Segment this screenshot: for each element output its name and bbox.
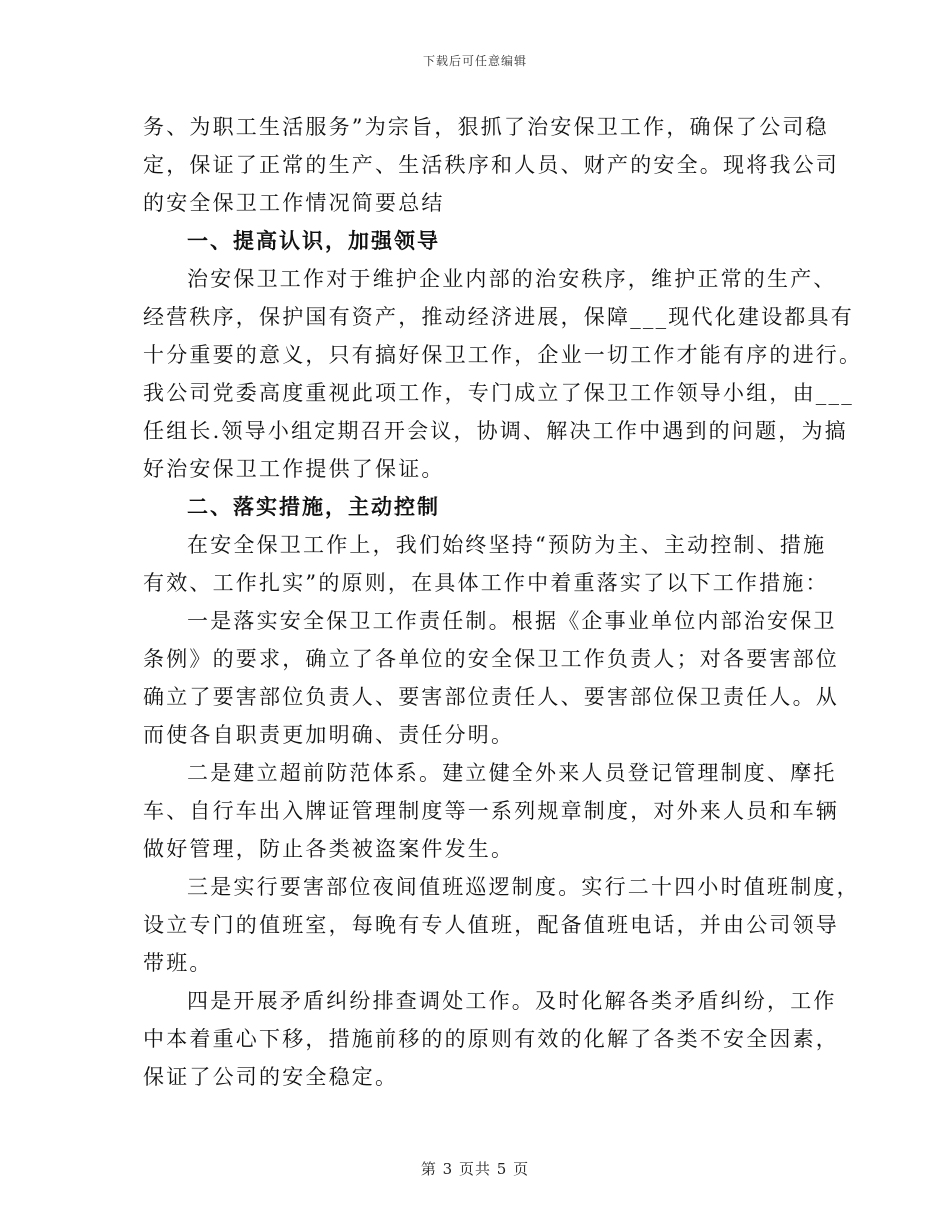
body-line: 车、自行车出入牌证管理制度等一系列规章制度，对外来人员和车辆: [143, 799, 839, 823]
page-header: 下载后可任意编辑: [422, 54, 527, 68]
body-line: 的安全保卫工作情况简要总结: [143, 191, 445, 215]
body-line: 好治安保卫工作提供了保证。: [143, 457, 445, 481]
paragraph-start-line: 治安保卫工作对于维护企业内部的治安秩序，维护正常的生产、: [187, 267, 837, 291]
body-line: 中本着重心下移，措施前移的的原则有效的化解了各类不安全因素，: [143, 1027, 839, 1051]
body-line: 做好管理，防止各类被盗案件发生。: [143, 837, 515, 861]
body-line: 有效、工作扎实”的原则，在具体工作中着重落实了以下工作措施：: [143, 571, 829, 595]
body-line: 定，保证了正常的生产、生活秩序和人员、财产的安全。现将我公司: [143, 153, 839, 177]
paragraph-start-line: 二是建立超前防范体系。建立健全外来人员登记管理制度、摩托: [187, 761, 837, 785]
paragraph-start-line: 一是落实安全保卫工作责任制。根据《企事业单位内部治安保卫: [187, 609, 837, 633]
body-line: 经营秩序，保护国有资产，推动经济进展，保障___现代化建设都具有: [143, 305, 854, 329]
body-line: 务、为职工生活服务”为宗旨，狠抓了治安保卫工作，确保了公司稳: [143, 115, 829, 139]
paragraph-start-line: 四是开展矛盾纠纷排查调处工作。及时化解各类矛盾纠纷，工作: [187, 989, 837, 1013]
body-line: 任组长.领导小组定期召开会议，协调、解决工作中遇到的问题，为搞: [143, 419, 848, 443]
page-number: 第 3 页共 5 页: [420, 1160, 530, 1178]
section-heading: 一、提高认识，加强领导: [187, 228, 440, 253]
body-line: 而使各自职责更加明确、责任分明。: [143, 723, 515, 747]
paragraph-start-line: 在安全保卫工作上，我们始终坚持“预防为主、主动控制、措施: [187, 533, 827, 557]
body-line: 保证了公司的安全稳定。: [143, 1065, 399, 1089]
body-line: 我公司党委高度重视此项工作，专门成立了保卫工作领导小组，由___: [143, 381, 854, 405]
body-line: 设立专门的值班室，每晚有专人值班，配备值班电话，并由公司领导: [143, 913, 839, 937]
document-body: [143, 108, 863, 1096]
body-line: 条例》的要求，确立了各单位的安全保卫工作负责人；对各要害部位: [143, 647, 839, 671]
body-line: 确立了要害部位负责人、要害部位责任人、要害部位保卫责任人。从: [143, 685, 839, 709]
body-line: 带班。: [143, 951, 213, 975]
paragraph-start-line: 三是实行要害部位夜间值班巡逻制度。实行二十四小时值班制度，: [187, 875, 860, 899]
body-line: 十分重要的意义，只有搞好保卫工作，企业一切工作才能有序的进行。: [143, 343, 863, 367]
section-heading: 二、落实措施，主动控制: [187, 494, 440, 519]
